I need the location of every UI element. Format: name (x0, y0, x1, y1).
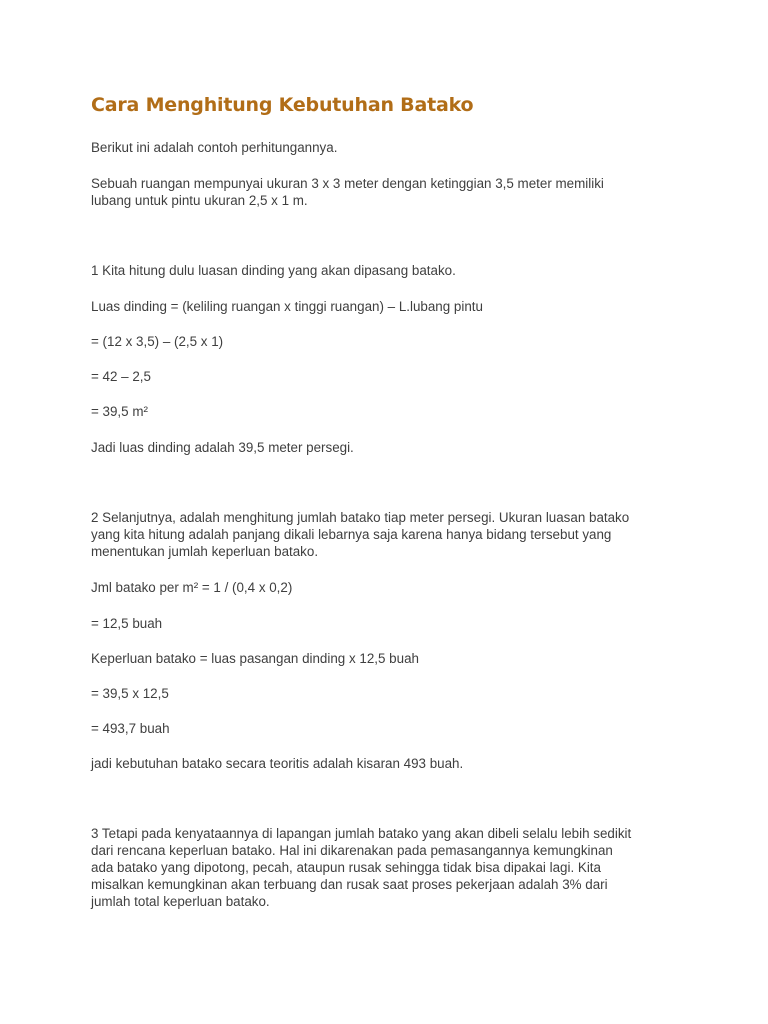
step2-requirement: Keperluan batako = luas pasangan dinding x 12,5 buah (91, 651, 419, 666)
step2-calc-3: = 493,7 buah (91, 721, 170, 736)
document-title: Cara Menghitung Kebutuhan Batako (91, 94, 474, 116)
step2-calc-1: = 12,5 buah (91, 616, 163, 631)
step2-calc-2: = 39,5 x 12,5 (91, 686, 169, 701)
step2-line-3: menentukan jumlah keperluan batako. (91, 544, 319, 559)
step3-line-4: misalkan kemungkinan akan terbuang dan rusak saat proses pekerjaan adalah 3% dari (91, 877, 608, 892)
step1-conclusion: Jadi luas dinding adalah 39,5 meter persegi. (91, 440, 354, 455)
problem-line-1: Sebuah ruangan mempunyai ukuran 3 x 3 meter dengan ketinggian 3,5 meter memiliki (91, 176, 604, 191)
step3-line-3: ada batako yang dipotong, pecah, ataupun rusak sehingga tidak bisa dipakai lagi. Kita (91, 860, 601, 875)
step1-heading: 1 Kita hitung dulu luasan dinding yang akan dipasang batako. (91, 263, 456, 278)
step2-line-2: yang kita hitung adalah panjang dikali lebarnya saja karena hanya bidang tersebut yang (91, 527, 612, 542)
step3-line-5: jumlah total keperluan batako. (91, 894, 270, 909)
step2-formula: Jml batako per m² = 1 / (0,4 x 0,2) (91, 580, 293, 595)
step1-calc-2: = 42 – 2,5 (91, 369, 151, 384)
step1-calc-3: = 39,5 m² (91, 404, 148, 419)
problem-line-2: lubang untuk pintu ukuran 2,5 x 1 m. (91, 193, 308, 208)
step1-formula: Luas dinding = (keliling ruangan x tinggi ruangan) – L.lubang pintu (91, 299, 483, 314)
intro-line: Berikut ini adalah contoh perhitungannya. (91, 140, 338, 155)
step2-conclusion: jadi kebutuhan batako secara teoritis adalah kisaran 493 buah. (91, 756, 464, 771)
step3-line-2: dari rencana keperluan batako. Hal ini dikarenakan pada pemasangannya kemungkinan (91, 843, 613, 858)
step1-calc-1: = (12 x 3,5) – (2,5 x 1) (91, 334, 224, 349)
step2-line-1: 2 Selanjutnya, adalah menghitung jumlah batako tiap meter persegi. Ukuran luasan batako (91, 510, 630, 525)
step3-line-1: 3 Tetapi pada kenyataannya di lapangan jumlah batako yang akan dibeli selalu lebih sedikit (91, 826, 632, 841)
